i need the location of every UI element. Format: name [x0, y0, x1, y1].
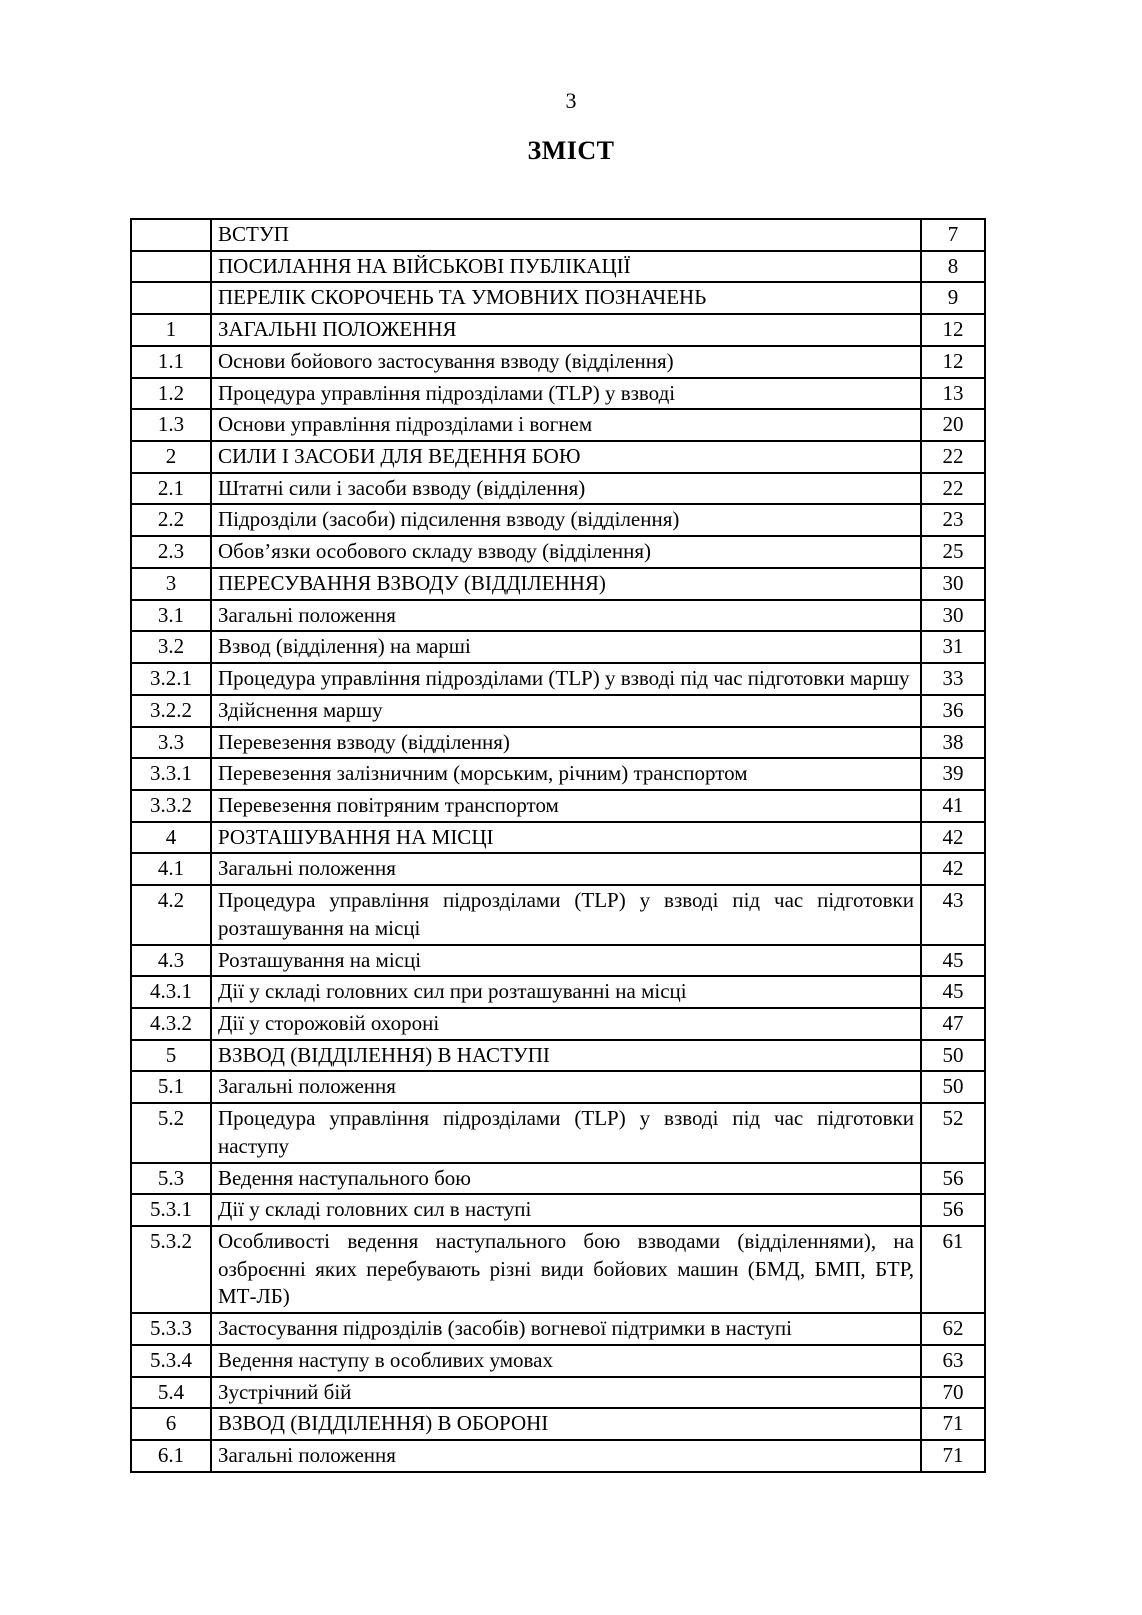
table-row — [131, 600, 985, 632]
toc-row-page: 45 — [921, 976, 985, 1008]
toc-row-title: Процедура управління підрозділами (TLP) у взводі — [211, 378, 921, 410]
toc-row-page: 30 — [921, 600, 985, 632]
table-row — [131, 790, 985, 822]
table-row — [131, 378, 985, 410]
toc-row-title: Перевезення взводу (відділення) — [211, 727, 921, 759]
toc-row-number: 5.3 — [131, 1163, 211, 1195]
table-row — [131, 219, 985, 251]
toc-row-number: 4.2 — [131, 885, 211, 944]
toc-row-page: 9 — [921, 282, 985, 314]
toc-row-number: 5.3.2 — [131, 1226, 211, 1313]
toc-row-number: 2.2 — [131, 504, 211, 536]
table-row — [131, 1345, 985, 1377]
table-row — [131, 853, 985, 885]
table-row — [131, 695, 985, 727]
toc-row-title: ВЗВОД (ВІДДІЛЕННЯ) В НАСТУПІ — [211, 1040, 921, 1072]
toc-row-title: Основи управління підрозділами і вогнем — [211, 409, 921, 441]
toc-row-title: ВСТУП — [211, 219, 921, 251]
toc-row-page: 63 — [921, 1345, 985, 1377]
toc-row-number: 3 — [131, 568, 211, 600]
table-row — [131, 1194, 985, 1226]
toc-row-number: 5.4 — [131, 1377, 211, 1409]
table-row — [131, 1008, 985, 1040]
toc-row-title: Перевезення залізничним (морським, річним) транспортом — [211, 758, 921, 790]
table-row — [131, 282, 985, 314]
toc-row-title: Взвод (відділення) на марші — [211, 631, 921, 663]
table-row — [131, 945, 985, 977]
toc-row-title: ПОСИЛАННЯ НА ВІЙСЬКОВІ ПУБЛІКАЦІЇ — [211, 251, 921, 283]
toc-row-number: 3.2 — [131, 631, 211, 663]
toc-row-title: РОЗТАШУВАННЯ НА МІСЦІ — [211, 822, 921, 854]
toc-row-number — [131, 219, 211, 251]
toc-row-page: 31 — [921, 631, 985, 663]
toc-row-number: 3.1 — [131, 600, 211, 632]
toc-row-title: Перевезення повітряним транспортом — [211, 790, 921, 822]
toc-row-page: 71 — [921, 1440, 985, 1472]
table-row — [131, 504, 985, 536]
toc-row-page: 23 — [921, 504, 985, 536]
table-row — [131, 1440, 985, 1472]
table-row — [131, 1163, 985, 1195]
toc-row-page: 7 — [921, 219, 985, 251]
toc-row-page: 70 — [921, 1377, 985, 1409]
toc-row-title: Процедура управління підрозділами (TLP) у взводі під час підготовки розташування на місці — [211, 885, 921, 944]
toc-row-page: 25 — [921, 536, 985, 568]
toc-row-title: Обов’язки особового складу взводу (відділення) — [211, 536, 921, 568]
table-row — [131, 1226, 985, 1313]
toc-row-number: 4 — [131, 822, 211, 854]
toc-row-page: 56 — [921, 1194, 985, 1226]
toc-row-page: 62 — [921, 1313, 985, 1345]
toc-row-number: 2.3 — [131, 536, 211, 568]
toc-row-page: 50 — [921, 1040, 985, 1072]
toc-row-number: 4.3.1 — [131, 976, 211, 1008]
toc-row-page: 61 — [921, 1226, 985, 1313]
toc-row-title: Розташування на місці — [211, 945, 921, 977]
toc-row-number: 1.1 — [131, 346, 211, 378]
table-row — [131, 568, 985, 600]
toc-row-title: Загальні положення — [211, 853, 921, 885]
toc-row-title: Дії у складі головних сил в наступі — [211, 1194, 921, 1226]
table-row — [131, 822, 985, 854]
table-row — [131, 727, 985, 759]
toc-row-title: Загальні положення — [211, 1440, 921, 1472]
toc-row-page: 13 — [921, 378, 985, 410]
table-row — [131, 1313, 985, 1345]
toc-row-number: 2.1 — [131, 473, 211, 505]
table-row — [131, 663, 985, 695]
table-row — [131, 758, 985, 790]
toc-row-page: 41 — [921, 790, 985, 822]
toc-row-title: Процедура управління підрозділами (TLP) у взводі під час підготовки маршу — [211, 663, 921, 695]
toc-row-number: 5.2 — [131, 1103, 211, 1162]
table-row — [131, 1408, 985, 1440]
table-row — [131, 1377, 985, 1409]
toc-row-title: СИЛИ І ЗАСОБИ ДЛЯ ВЕДЕННЯ БОЮ — [211, 441, 921, 473]
toc-row-page: 12 — [921, 346, 985, 378]
toc-row-number: 6.1 — [131, 1440, 211, 1472]
toc-row-page: 33 — [921, 663, 985, 695]
toc-row-page: 22 — [921, 441, 985, 473]
toc-row-page: 42 — [921, 822, 985, 854]
toc-row-number: 1.2 — [131, 378, 211, 410]
toc-row-page: 52 — [921, 1103, 985, 1162]
toc-row-page: 56 — [921, 1163, 985, 1195]
toc-row-title: Основи бойового застосування взводу (відділення) — [211, 346, 921, 378]
toc-row-title: Штатні сили і засоби взводу (відділення) — [211, 473, 921, 505]
page-title: ЗМІСТ — [527, 136, 615, 165]
table-row — [131, 473, 985, 505]
toc-row-number: 5.1 — [131, 1071, 211, 1103]
toc-row-number: 5.3.4 — [131, 1345, 211, 1377]
table-row — [131, 314, 985, 346]
toc-row-title: Процедура управління підрозділами (TLP) у взводі під час підготовки наступу — [211, 1103, 921, 1162]
toc-row-title: Дії у сторожовій охороні — [211, 1008, 921, 1040]
toc-row-title: Особливості ведення наступального бою взводами (відділеннями), на озброєнні яких перебувають різні види бойових машин (БМД, БМП, БТР, МТ-ЛБ) — [211, 1226, 921, 1313]
toc-row-title: ВЗВОД (ВІДДІЛЕННЯ) В ОБОРОНІ — [211, 1408, 921, 1440]
toc-row-title: Підрозділи (засоби) підсилення взводу (відділення) — [211, 504, 921, 536]
table-row — [131, 536, 985, 568]
toc-row-title: ЗАГАЛЬНІ ПОЛОЖЕННЯ — [211, 314, 921, 346]
toc-row-title: Ведення наступу в особливих умовах — [211, 1345, 921, 1377]
toc-table — [130, 218, 986, 1473]
table-row — [131, 409, 985, 441]
toc-row-number: 3.3.2 — [131, 790, 211, 822]
toc-row-page: 71 — [921, 1408, 985, 1440]
toc-row-page: 42 — [921, 853, 985, 885]
toc-row-page: 50 — [921, 1071, 985, 1103]
toc-row-page: 8 — [921, 251, 985, 283]
table-row — [131, 1103, 985, 1162]
toc-row-number: 1 — [131, 314, 211, 346]
toc-row-number: 1.3 — [131, 409, 211, 441]
toc-row-page: 30 — [921, 568, 985, 600]
table-row — [131, 346, 985, 378]
toc-row-number: 3.3 — [131, 727, 211, 759]
toc-row-number: 4.1 — [131, 853, 211, 885]
toc-row-number: 4.3.2 — [131, 1008, 211, 1040]
toc-row-title: Застосування підрозділів (засобів) вогневої підтримки в наступі — [211, 1313, 921, 1345]
table-row — [131, 885, 985, 944]
toc-row-title: ПЕРЕЛІК СКОРОЧЕНЬ ТА УМОВНИХ ПОЗНАЧЕНЬ — [211, 282, 921, 314]
table-row — [131, 441, 985, 473]
toc-row-page: 47 — [921, 1008, 985, 1040]
toc-row-title: Загальні положення — [211, 1071, 921, 1103]
toc-row-number: 5.3.3 — [131, 1313, 211, 1345]
toc-row-number: 4.3 — [131, 945, 211, 977]
table-row — [131, 976, 985, 1008]
toc-row-page: 39 — [921, 758, 985, 790]
toc-row-title: Здійснення маршу — [211, 695, 921, 727]
toc-row-page: 36 — [921, 695, 985, 727]
toc-row-number: 3.2.1 — [131, 663, 211, 695]
toc-row-title: Загальні положення — [211, 600, 921, 632]
table-row — [131, 1040, 985, 1072]
toc-row-number: 2 — [131, 441, 211, 473]
toc-row-number: 6 — [131, 1408, 211, 1440]
toc-row-number — [131, 282, 211, 314]
toc-row-number: 3.3.1 — [131, 758, 211, 790]
toc-row-title: Ведення наступального бою — [211, 1163, 921, 1195]
table-row — [131, 251, 985, 283]
toc-body — [131, 219, 985, 1472]
table-row — [131, 1071, 985, 1103]
toc-row-title: Дії у складі головних сил при розташуванні на місці — [211, 976, 921, 1008]
toc-row-title: ПЕРЕСУВАННЯ ВЗВОДУ (ВІДДІЛЕННЯ) — [211, 568, 921, 600]
toc-row-page: 22 — [921, 473, 985, 505]
page-number: 3 — [565, 88, 577, 113]
toc-row-number: 5.3.1 — [131, 1194, 211, 1226]
toc-row-title: Зустрічний бій — [211, 1377, 921, 1409]
toc-row-number: 5 — [131, 1040, 211, 1072]
table-row — [131, 631, 985, 663]
toc-row-page: 43 — [921, 885, 985, 944]
toc-row-page: 45 — [921, 945, 985, 977]
toc-row-page: 38 — [921, 727, 985, 759]
toc-row-page: 12 — [921, 314, 985, 346]
toc-row-number: 3.2.2 — [131, 695, 211, 727]
toc-row-page: 20 — [921, 409, 985, 441]
toc-row-number — [131, 251, 211, 283]
